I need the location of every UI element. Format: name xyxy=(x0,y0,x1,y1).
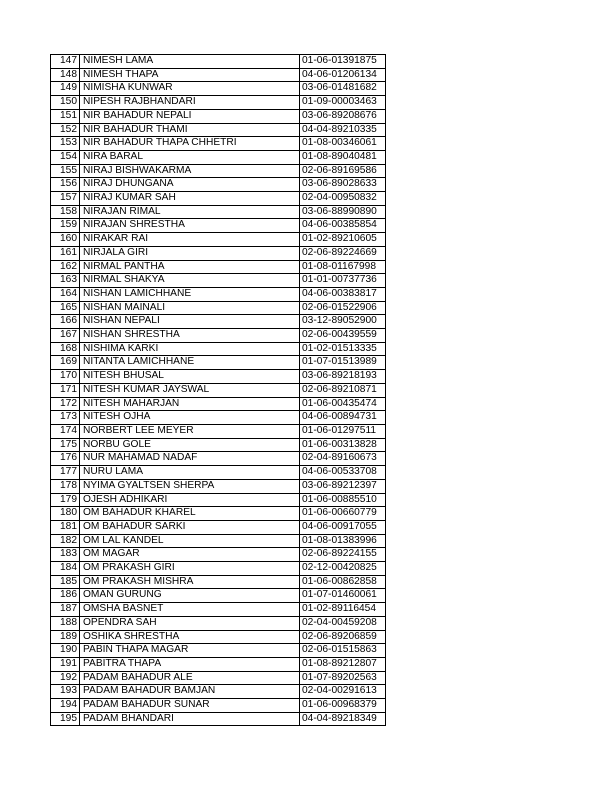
name-cell: PADAM BHANDARI xyxy=(80,712,300,726)
serial-number-cell: 169 xyxy=(51,356,80,370)
code-cell: 02-06-89169586 xyxy=(300,164,386,178)
name-cell: NIR BAHADUR NEPALI xyxy=(80,109,300,123)
serial-number-cell: 175 xyxy=(51,438,80,452)
roster-table-body xyxy=(51,55,386,726)
table-row xyxy=(51,383,386,397)
serial-number-cell: 187 xyxy=(51,603,80,617)
serial-number-cell: 167 xyxy=(51,329,80,343)
name-cell: OMAN GURUNG xyxy=(80,589,300,603)
serial-number-cell: 163 xyxy=(51,274,80,288)
serial-number-cell: 165 xyxy=(51,301,80,315)
name-cell: NIMESH LAMA xyxy=(80,55,300,69)
name-cell: NUR MAHAMAD NADAF xyxy=(80,452,300,466)
name-cell: NISHAN SHRESTHA xyxy=(80,329,300,343)
code-cell: 02-04-89160673 xyxy=(300,452,386,466)
table-row xyxy=(51,82,386,96)
table-row xyxy=(51,315,386,329)
serial-number-cell: 164 xyxy=(51,287,80,301)
name-cell: OM BAHADUR KHAREL xyxy=(80,507,300,521)
name-cell: OM BAHADUR SARKI xyxy=(80,520,300,534)
code-cell: 04-04-89210335 xyxy=(300,123,386,137)
table-row xyxy=(51,644,386,658)
name-cell: NISHAN NEPALI xyxy=(80,315,300,329)
name-cell: NIRMAL SHAKYA xyxy=(80,274,300,288)
name-cell: NIRAJAN RIMAL xyxy=(80,205,300,219)
code-cell: 01-06-01297511 xyxy=(300,424,386,438)
name-cell: OPENDRA SAH xyxy=(80,616,300,630)
code-cell: 04-06-01206134 xyxy=(300,68,386,82)
table-row xyxy=(51,493,386,507)
table-row xyxy=(51,150,386,164)
table-row xyxy=(51,520,386,534)
table-row xyxy=(51,96,386,110)
name-cell: NIMISHA KUNWAR xyxy=(80,82,300,96)
serial-number-cell: 190 xyxy=(51,644,80,658)
name-cell: NIRMAL PANTHA xyxy=(80,260,300,274)
serial-number-cell: 176 xyxy=(51,452,80,466)
name-cell: PABIN THAPA MAGAR xyxy=(80,644,300,658)
code-cell: 02-06-00439559 xyxy=(300,329,386,343)
name-cell: NIMESH THAPA xyxy=(80,68,300,82)
code-cell: 03-06-89212397 xyxy=(300,479,386,493)
name-cell: NIRJALA GIRI xyxy=(80,246,300,260)
table-row xyxy=(51,301,386,315)
code-cell: 01-07-01513989 xyxy=(300,356,386,370)
serial-number-cell: 188 xyxy=(51,616,80,630)
table-row xyxy=(51,630,386,644)
table-row xyxy=(51,671,386,685)
table-row xyxy=(51,452,386,466)
table-row xyxy=(51,192,386,206)
code-cell: 02-06-89224669 xyxy=(300,246,386,260)
table-row xyxy=(51,246,386,260)
name-cell: NYIMA GYALTSEN SHERPA xyxy=(80,479,300,493)
code-cell: 01-08-00346061 xyxy=(300,137,386,151)
serial-number-cell: 192 xyxy=(51,671,80,685)
table-row xyxy=(51,699,386,713)
table-row xyxy=(51,137,386,151)
name-cell: OM MAGAR xyxy=(80,548,300,562)
name-cell: NIRAKAR RAI xyxy=(80,233,300,247)
serial-number-cell: 171 xyxy=(51,383,80,397)
table-row xyxy=(51,397,386,411)
name-cell: PADAM BAHADUR ALE xyxy=(80,671,300,685)
code-cell: 03-06-89218193 xyxy=(300,370,386,384)
table-row xyxy=(51,438,386,452)
table-row xyxy=(51,287,386,301)
name-cell: PADAM BAHADUR BAMJAN xyxy=(80,685,300,699)
code-cell: 04-06-00894731 xyxy=(300,411,386,425)
name-cell: NIR BAHADUR THAPA CHHETRI xyxy=(80,137,300,151)
name-cell: NITESH KUMAR JAYSWAL xyxy=(80,383,300,397)
serial-number-cell: 168 xyxy=(51,342,80,356)
name-cell: OM PRAKASH GIRI xyxy=(80,562,300,576)
name-cell: OMSHA BASNET xyxy=(80,603,300,617)
code-cell: 02-06-89210871 xyxy=(300,383,386,397)
serial-number-cell: 161 xyxy=(51,246,80,260)
code-cell: 01-09-00003463 xyxy=(300,96,386,110)
table-row xyxy=(51,342,386,356)
table-row xyxy=(51,68,386,82)
table-row xyxy=(51,562,386,576)
table-row xyxy=(51,685,386,699)
code-cell: 01-06-00885510 xyxy=(300,493,386,507)
table-row xyxy=(51,479,386,493)
serial-number-cell: 186 xyxy=(51,589,80,603)
code-cell: 01-06-00435474 xyxy=(300,397,386,411)
code-cell: 01-08-01383996 xyxy=(300,534,386,548)
table-row xyxy=(51,424,386,438)
code-cell: 04-06-00385854 xyxy=(300,219,386,233)
name-cell: NORBERT LEE MEYER xyxy=(80,424,300,438)
serial-number-cell: 193 xyxy=(51,685,80,699)
code-cell: 02-04-00291613 xyxy=(300,685,386,699)
table-row xyxy=(51,507,386,521)
serial-number-cell: 150 xyxy=(51,96,80,110)
code-cell: 03-06-89208676 xyxy=(300,109,386,123)
serial-number-cell: 177 xyxy=(51,466,80,480)
serial-number-cell: 148 xyxy=(51,68,80,82)
code-cell: 01-06-00313828 xyxy=(300,438,386,452)
name-cell: NIRA BARAL xyxy=(80,150,300,164)
name-cell: NIPESH RAJBHANDARI xyxy=(80,96,300,110)
name-cell: OSHIKA SHRESTHA xyxy=(80,630,300,644)
serial-number-cell: 159 xyxy=(51,219,80,233)
code-cell: 01-07-89202563 xyxy=(300,671,386,685)
serial-number-cell: 166 xyxy=(51,315,80,329)
table-row xyxy=(51,233,386,247)
serial-number-cell: 191 xyxy=(51,657,80,671)
serial-number-cell: 149 xyxy=(51,82,80,96)
table-row xyxy=(51,123,386,137)
table-row xyxy=(51,260,386,274)
serial-number-cell: 151 xyxy=(51,109,80,123)
code-cell: 02-06-89224155 xyxy=(300,548,386,562)
serial-number-cell: 194 xyxy=(51,699,80,713)
name-cell: PABITRA THAPA xyxy=(80,657,300,671)
code-cell: 01-01-00737736 xyxy=(300,274,386,288)
code-cell: 03-06-89028633 xyxy=(300,178,386,192)
table-row xyxy=(51,589,386,603)
table-row xyxy=(51,178,386,192)
table-row xyxy=(51,603,386,617)
serial-number-cell: 178 xyxy=(51,479,80,493)
serial-number-cell: 147 xyxy=(51,55,80,69)
code-cell: 01-06-01391875 xyxy=(300,55,386,69)
name-cell: NIRAJ BISHWAKARMA xyxy=(80,164,300,178)
name-cell: OM LAL KANDEL xyxy=(80,534,300,548)
name-cell: NIRAJ KUMAR SAH xyxy=(80,192,300,206)
name-cell: NURU LAMA xyxy=(80,466,300,480)
code-cell: 01-06-00660779 xyxy=(300,507,386,521)
code-cell: 01-06-00968379 xyxy=(300,699,386,713)
code-cell: 03-06-88990890 xyxy=(300,205,386,219)
code-cell: 02-06-01515863 xyxy=(300,644,386,658)
code-cell: 02-06-01522906 xyxy=(300,301,386,315)
table-row xyxy=(51,534,386,548)
name-cell: NISHAN LAMICHHANE xyxy=(80,287,300,301)
name-cell: NIRAJ DHUNGANA xyxy=(80,178,300,192)
table-row xyxy=(51,712,386,726)
code-cell: 01-08-89212807 xyxy=(300,657,386,671)
table-row xyxy=(51,657,386,671)
table-row xyxy=(51,329,386,343)
code-cell: 04-06-00383817 xyxy=(300,287,386,301)
code-cell: 04-06-00533708 xyxy=(300,466,386,480)
serial-number-cell: 183 xyxy=(51,548,80,562)
code-cell: 01-02-89116454 xyxy=(300,603,386,617)
serial-number-cell: 152 xyxy=(51,123,80,137)
serial-number-cell: 160 xyxy=(51,233,80,247)
serial-number-cell: 155 xyxy=(51,164,80,178)
serial-number-cell: 157 xyxy=(51,192,80,206)
serial-number-cell: 182 xyxy=(51,534,80,548)
table-row xyxy=(51,274,386,288)
table-row xyxy=(51,575,386,589)
serial-number-cell: 156 xyxy=(51,178,80,192)
code-cell: 02-06-89206859 xyxy=(300,630,386,644)
serial-number-cell: 180 xyxy=(51,507,80,521)
table-row xyxy=(51,109,386,123)
table-row xyxy=(51,466,386,480)
serial-number-cell: 185 xyxy=(51,575,80,589)
serial-number-cell: 179 xyxy=(51,493,80,507)
code-cell: 01-08-89040481 xyxy=(300,150,386,164)
table-row xyxy=(51,205,386,219)
code-cell: 04-06-00917055 xyxy=(300,520,386,534)
serial-number-cell: 195 xyxy=(51,712,80,726)
code-cell: 03-12-89052900 xyxy=(300,315,386,329)
table-row xyxy=(51,55,386,69)
code-cell: 03-06-01481682 xyxy=(300,82,386,96)
table-row xyxy=(51,616,386,630)
name-cell: NIRAJAN SHRESTHA xyxy=(80,219,300,233)
name-cell: NISHAN MAINALI xyxy=(80,301,300,315)
serial-number-cell: 184 xyxy=(51,562,80,576)
code-cell: 01-02-89210605 xyxy=(300,233,386,247)
table-row xyxy=(51,548,386,562)
code-cell: 02-12-00420825 xyxy=(300,562,386,576)
name-cell: NORBU GOLE xyxy=(80,438,300,452)
serial-number-cell: 174 xyxy=(51,424,80,438)
serial-number-cell: 162 xyxy=(51,260,80,274)
roster-table xyxy=(50,54,386,726)
code-cell: 02-04-00459208 xyxy=(300,616,386,630)
table-row xyxy=(51,370,386,384)
serial-number-cell: 153 xyxy=(51,137,80,151)
code-cell: 02-04-00950832 xyxy=(300,192,386,206)
serial-number-cell: 172 xyxy=(51,397,80,411)
name-cell: NITESH BHUSAL xyxy=(80,370,300,384)
serial-number-cell: 154 xyxy=(51,150,80,164)
name-cell: NISHIMA KARKI xyxy=(80,342,300,356)
name-cell: OJESH ADHIKARI xyxy=(80,493,300,507)
code-cell: 01-07-01460061 xyxy=(300,589,386,603)
name-cell: NITESH MAHARJAN xyxy=(80,397,300,411)
table-row xyxy=(51,411,386,425)
serial-number-cell: 173 xyxy=(51,411,80,425)
name-cell: NIR BAHADUR THAMI xyxy=(80,123,300,137)
code-cell: 01-06-00862858 xyxy=(300,575,386,589)
table-row xyxy=(51,164,386,178)
table-row xyxy=(51,356,386,370)
name-cell: NITESH OJHA xyxy=(80,411,300,425)
serial-number-cell: 158 xyxy=(51,205,80,219)
code-cell: 01-08-01167998 xyxy=(300,260,386,274)
name-cell: OM PRAKASH MISHRA xyxy=(80,575,300,589)
code-cell: 01-02-01513335 xyxy=(300,342,386,356)
table-row xyxy=(51,219,386,233)
name-cell: NITANTA LAMICHHANE xyxy=(80,356,300,370)
serial-number-cell: 170 xyxy=(51,370,80,384)
serial-number-cell: 181 xyxy=(51,520,80,534)
serial-number-cell: 189 xyxy=(51,630,80,644)
name-cell: PADAM BAHADUR SUNAR xyxy=(80,699,300,713)
code-cell: 04-04-89218349 xyxy=(300,712,386,726)
